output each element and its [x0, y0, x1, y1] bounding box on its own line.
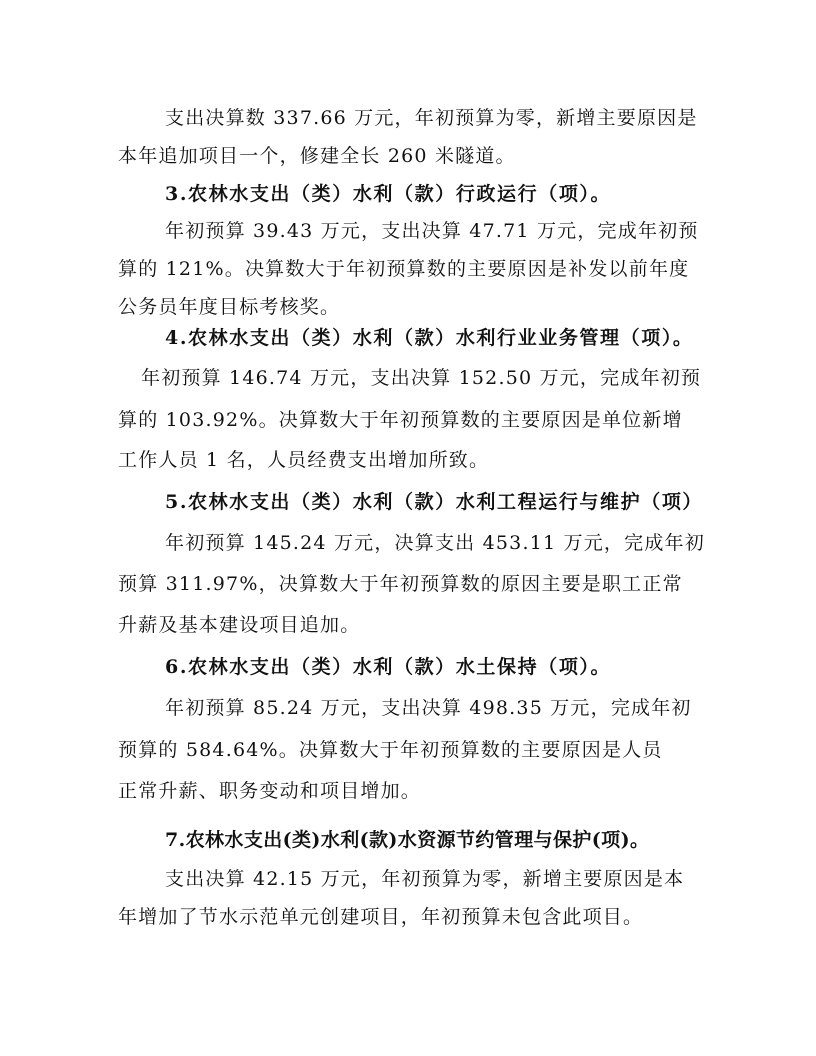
body-text-line: 算的 121%。决算数大于年初预算数的主要原因是补发以前年度: [118, 258, 690, 280]
body-text-line: 升薪及基本建设项目追加。: [118, 614, 361, 636]
body-text-line: 正常升薪、职务变动和项目增加。: [118, 780, 422, 802]
section-heading-6: 6.农林水支出（类）水利（款）水土保持（项）。: [165, 656, 612, 678]
body-text-line: 年初预算 85.24 万元，支出决算 498.35 万元，完成年初: [165, 697, 692, 719]
body-text-line: 年初预算 145.24 万元，决算支出 453.11 万元，完成年初: [165, 532, 705, 554]
body-text-line: 年增加了节水示范单元创建项目，年初预算未包含此项目。: [118, 906, 644, 928]
body-text-line: 工作人员 1 名，人员经费支出增加所致。: [118, 449, 490, 471]
section-heading-3: 3.农林水支出（类）水利（款）行政运行（项）。: [165, 183, 612, 205]
section-heading-4: 4.农林水支出（类）水利（款）水利行业业务管理（项）。: [165, 327, 694, 349]
body-text-line: 本年追加项目一个，修建全长 260 米隧道。: [118, 145, 516, 167]
body-text-line: 支出决算数 337.66 万元，年初预算为零，新增主要原因是: [165, 107, 698, 129]
body-text-line: 公务员年度目标考核奖。: [118, 296, 341, 318]
section-heading-5: 5.农林水支出（类）水利（款）水利工程运行与维护（项）: [165, 491, 704, 513]
body-text-line: 算的 103.92%。决算数大于年初预算数的主要原因是单位新增: [118, 409, 683, 431]
body-text-line: 预算的 584.64%。决算数大于年初预算数的主要原因是人员: [118, 739, 663, 761]
body-text-line: 年初预算 146.74 万元，支出决算 152.50 万元，完成年初预: [141, 367, 702, 389]
body-text-line: 预算 311.97%，决算数大于年初预算数的原因主要是职工正常: [118, 573, 683, 595]
section-heading-7: 7.农林水支出(类)水利(款)水资源节约管理与保护(项)。: [165, 829, 650, 851]
body-text-line: 年初预算 39.43 万元，支出决算 47.71 万元，完成年初预: [165, 220, 699, 242]
body-text-line: 支出决算 42.15 万元，年初预算为零，新增主要原因是本: [165, 868, 685, 890]
